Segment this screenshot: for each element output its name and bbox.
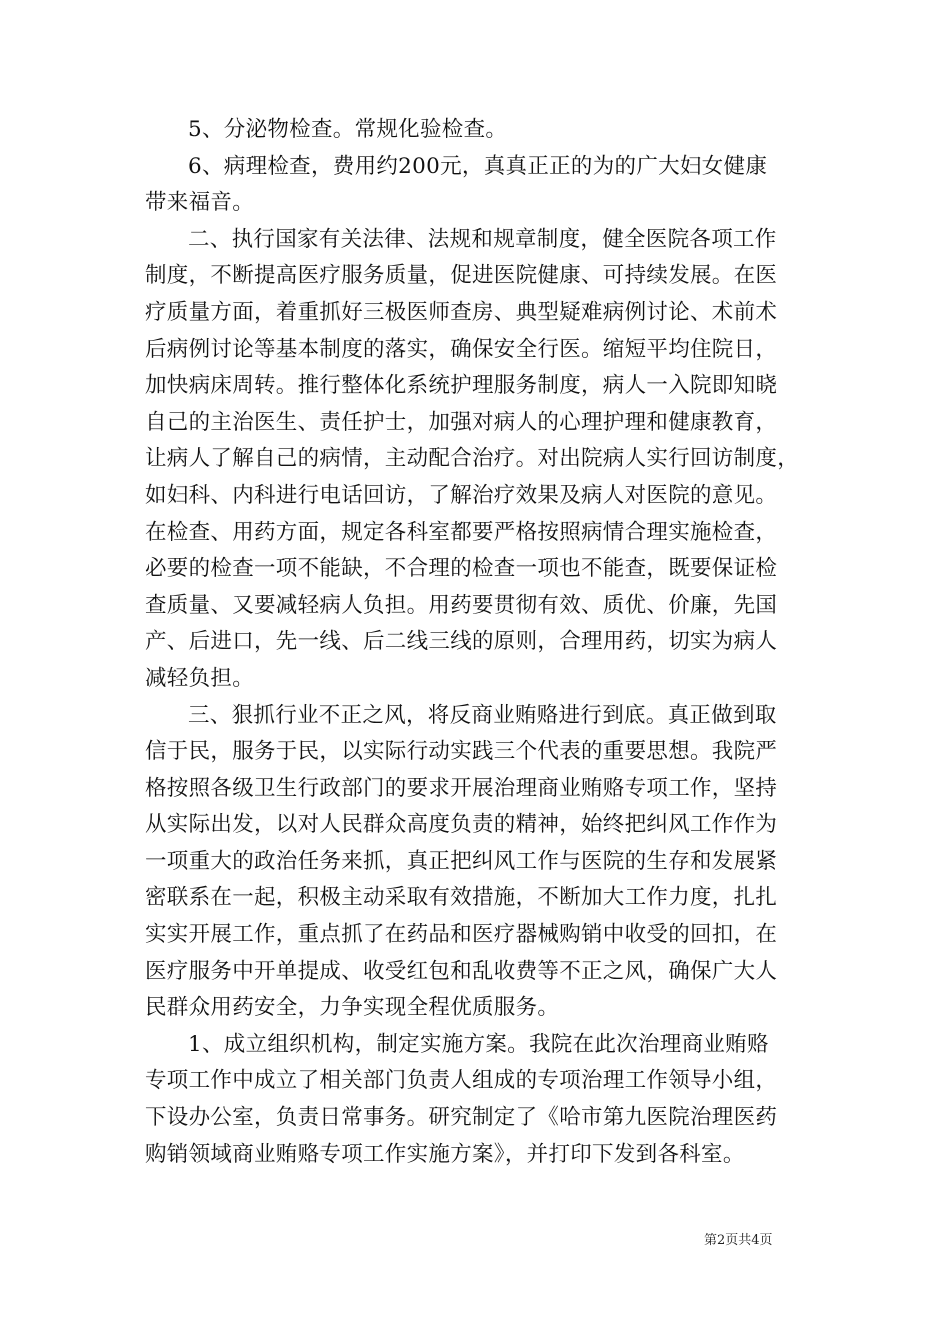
document-body bbox=[145, 112, 810, 1173]
text-line: 在检查、用药方面，规定各科室都要严格按照病情合理实施检查， bbox=[145, 519, 778, 545]
text-line: 制度，不断提高医疗服务质量，促进医院健康、可持续发展。在医 bbox=[145, 263, 778, 289]
text-line: 如妇科、内科进行电话回访，了解治疗效果及病人对医院的意见。 bbox=[145, 482, 778, 508]
text-line: 一项重大的政治任务来抓，真正把纠风工作与医院的生存和发展紧 bbox=[145, 848, 778, 874]
text-line: 民群众用药安全，力争实现全程优质服务。 bbox=[145, 995, 560, 1021]
text-line: 二、执行国家有关法律、法规和规章制度，健全医院各项工作 bbox=[188, 226, 777, 252]
text-line: 疗质量方面，着重抓好三极医师查房、典型疑难病例讨论、术前术 bbox=[145, 299, 778, 325]
paragraph-item-6 bbox=[145, 149, 810, 222]
text-line: 从实际出发，以对人民群众高度负责的精神，始终把纠风工作作为 bbox=[145, 812, 778, 838]
page-number-footer: 第2页共4页 bbox=[704, 1233, 773, 1248]
text-line: 密联系在一起，积极主动采取有效措施，不断加大工作力度，扎扎 bbox=[145, 885, 778, 911]
paragraph-item-1 bbox=[145, 1027, 810, 1173]
text-line: 加快病床周转。推行整体化系统护理服务制度，病人一入院即知晓 bbox=[145, 373, 778, 399]
text-line: 实实开展工作，重点抓了在药品和医疗器械购销中收受的回扣，在 bbox=[145, 922, 778, 948]
text-line: 1、成立组织机构，制定实施方案。我院在此次治理商业贿赂 bbox=[188, 1031, 769, 1057]
text-line: 下设办公室，负责日常事务。研究制定了《哈市第九医院治理医药 bbox=[145, 1105, 778, 1131]
text-line: 6、病理检查，费用约200元，真真正正的为的广大妇女健康 bbox=[188, 153, 768, 179]
text-line: 格按照各级卫生行政部门的要求开展治理商业贿赂专项工作，坚持 bbox=[145, 775, 778, 801]
text-line: 5、分泌物检查。常规化验检查。 bbox=[188, 117, 508, 142]
text-line: 医疗服务中开单提成、收受红包和乱收费等不正之风，确保广大人 bbox=[145, 958, 778, 984]
paragraph-section-2 bbox=[145, 222, 810, 698]
text-line: 自己的主治医生、责任护士，加强对病人的心理护理和健康教育， bbox=[145, 409, 778, 435]
text-line: 购销领域商业贿赂专项工作实施方案》，并打印下发到各科室。 bbox=[145, 1141, 745, 1167]
text-line: 必要的检查一项不能缺，不合理的检查一项也不能查，既要保证检 bbox=[145, 556, 778, 582]
text-line: 信于民，服务于民，以实际行动实践三个代表的重要思想。我院严 bbox=[145, 739, 778, 765]
text-line: 专项工作中成立了相关部门负责人组成的专项治理工作领导小组， bbox=[145, 1068, 778, 1094]
text-line: 后病例讨论等基本制度的落实，确保安全行医。缩短平均住院日， bbox=[145, 336, 778, 362]
text-line: 三、狠抓行业不正之风，将反商业贿赂进行到底。真正做到取 bbox=[188, 702, 777, 728]
text-line: 产、后进口，先一线、后二线三线的原则，合理用药，切实为病人 bbox=[145, 629, 778, 655]
text-line: 减轻负担。 bbox=[145, 665, 255, 691]
text-line: 查质量、又要减轻病人负担。用药要贯彻有效、质优、价廉，先国 bbox=[145, 592, 778, 618]
paragraph-item-5 bbox=[145, 112, 810, 149]
text-line: 让病人了解自己的病情，主动配合治疗。对出院病人实行回访制度， bbox=[145, 446, 800, 472]
text-line: 带来福音。 bbox=[145, 190, 255, 216]
paragraph-section-3 bbox=[145, 698, 810, 1027]
